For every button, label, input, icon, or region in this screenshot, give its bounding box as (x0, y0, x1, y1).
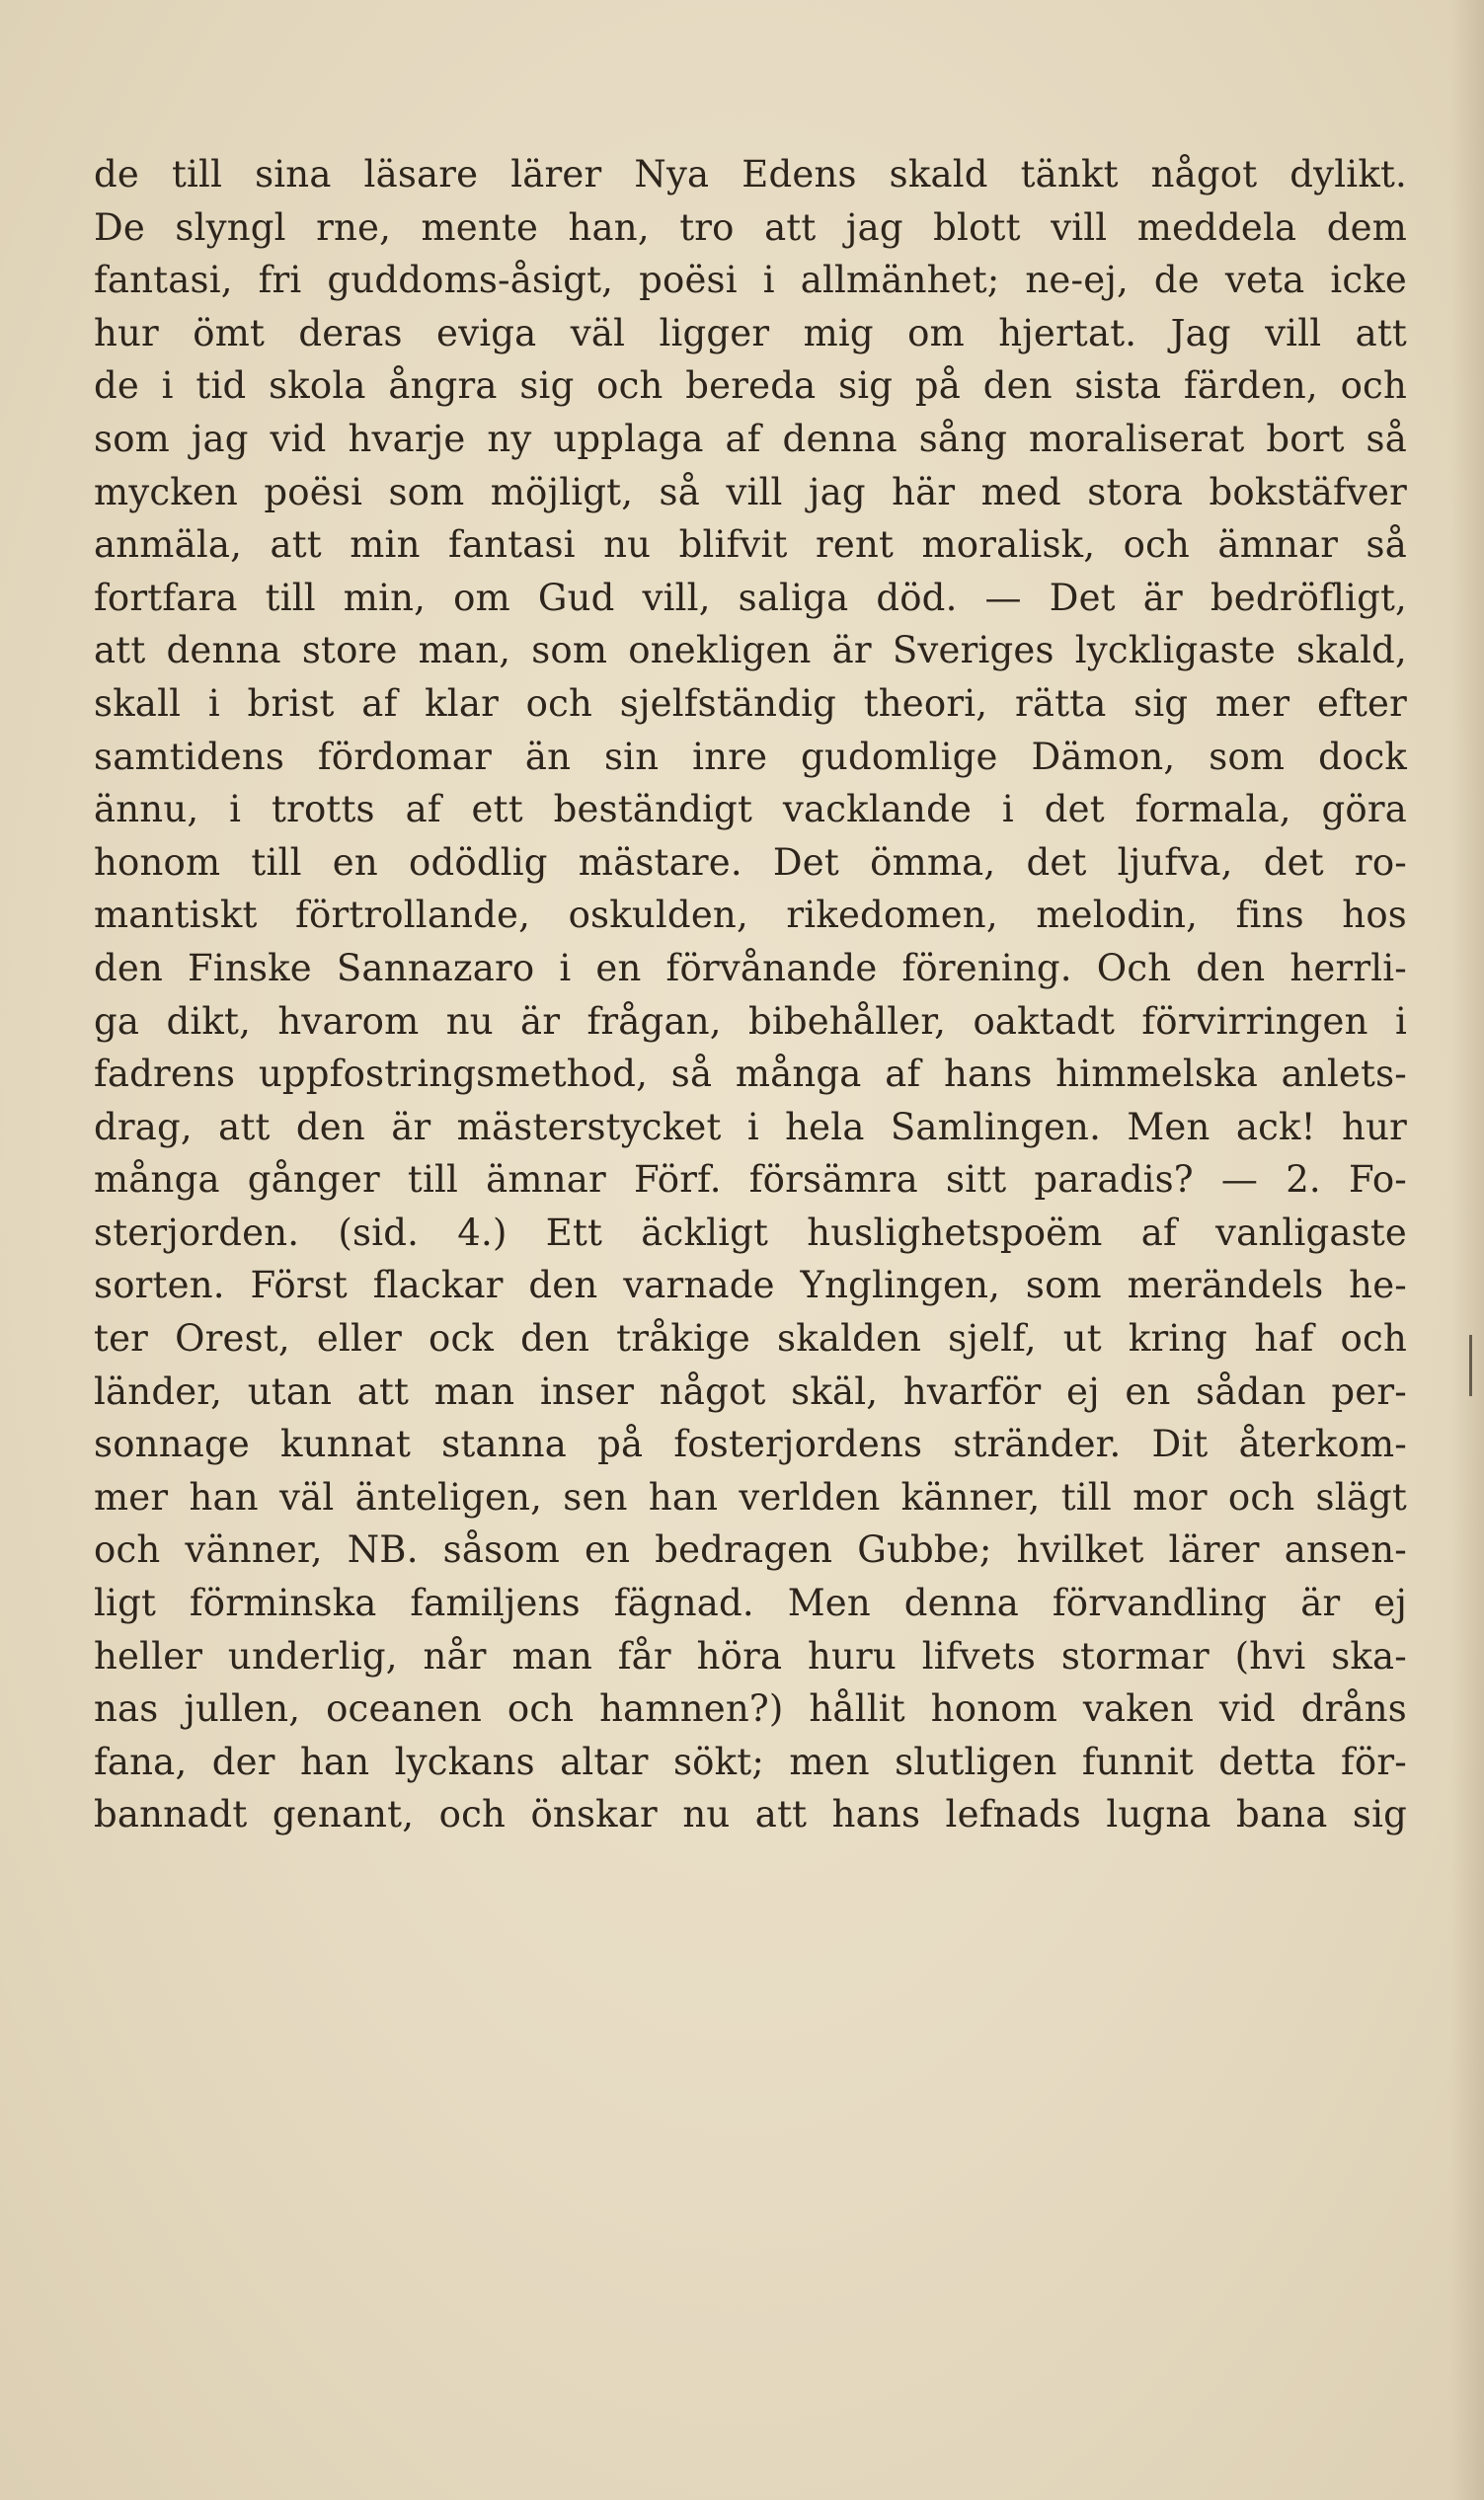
text-line: ligt förminska familjens fägnad. Men denna förvandling är ej (94, 1582, 1407, 1625)
text-line: De slyngl rne, mente han, tro att jag blott vill meddela dem (94, 205, 1407, 249)
text-line: honom till en odödlig mästare. Det ömma, det ljufva, det ro- (94, 840, 1407, 884)
text-line: heller underlig, når man får höra huru lifvets stormar (hvi ska- (94, 1634, 1407, 1678)
text-line: de till sina läsare lärer Nya Edens skald tänkt något dylikt. (94, 153, 1407, 195)
text-line: som jag vid hvarje ny upplaga af denna sång moraliserat bort så (94, 417, 1407, 460)
text-line: mycken poësi som möjligt, så vill jag här med stora bokstäfver (94, 470, 1407, 513)
text-line: fantasi, fri guddoms-åsigt, poësi i allmänhet; ne-ej, de veta icke (94, 259, 1407, 302)
text-line: sorten. Först flackar den varnade Ynglingen, som merändels he- (94, 1264, 1407, 1307)
text-line: ännu, i trotts af ett beständigt vacklande i det formala, göra (94, 788, 1407, 831)
text-line: de i tid skola ångra sig och bereda sig på den sista färden, och (94, 364, 1407, 408)
text-line: fadrens uppfostringsmethod, så många af hans himmelska anlets- (94, 1053, 1407, 1096)
text-line: många gånger till ämnar Förf. försämra sitt paradis? — 2. Fo- (94, 1158, 1407, 1202)
text-line: och vänner, NB. såsom en bedragen Gubbe; hvilket lärer ansen- (94, 1528, 1407, 1572)
margin-mark (1469, 1335, 1472, 1396)
text-line: länder, utan att man inser något skäl, hvarför ej en sådan per- (94, 1369, 1407, 1413)
body-text (94, 148, 1407, 1841)
text-line: fana, der han lyckans altar sökt; men slutligen funnit detta för- (94, 1740, 1407, 1783)
text-line: samtidens fördomar än sin inre gudomlige Dämon, som dock (94, 735, 1407, 778)
text-line: sterjorden. (sid. 4.) Ett äckligt huslighetspoëm af vanligaste (94, 1211, 1407, 1254)
text-line: fortfara till min, om Gud vill, saliga död. — Det är bedröfligt, (94, 576, 1407, 619)
text-line: att denna store man, som onekligen är Sveriges lyckligaste skald, (94, 629, 1407, 672)
text-line: mantiskt förtrollande, oskulden, rikedomen, melodin, fins hos (94, 894, 1407, 937)
text-line: ter Orest, eller ock den tråkige skalden sjelf, ut kring haf och (94, 1317, 1407, 1361)
text-line: skall i brist af klar och sjelfständig theori, rätta sig mer efter (94, 681, 1407, 725)
text-line: nas jullen, oceanen och hamnen?) hållit honom vaken vid dråns (94, 1687, 1407, 1731)
text-line: bannadt genant, och önskar nu att hans lefnads lugna bana sig (94, 1793, 1407, 1836)
text-line: anmäla, att min fantasi nu blifvit rent moralisk, och ämnar så (94, 523, 1407, 567)
text-line: sonnage kunnat stanna på fosterjordens stränder. Dit återkom- (94, 1423, 1407, 1466)
text-line: drag, att den är mästerstycket i hela Samlingen. Men ack! hur (94, 1105, 1407, 1148)
text-line: den Finske Sannazaro i en förvånande förening. Och den herrli- (94, 946, 1407, 989)
text-line: hur ömt deras eviga väl ligger mig om hjertat. Jag vill att (94, 311, 1407, 354)
text-line: mer han väl änteligen, sen han verlden känner, till mor och slägt (94, 1475, 1407, 1519)
text-line: ga dikt, hvarom nu är frågan, bibehåller, oaktadt förvirringen i (94, 999, 1407, 1043)
